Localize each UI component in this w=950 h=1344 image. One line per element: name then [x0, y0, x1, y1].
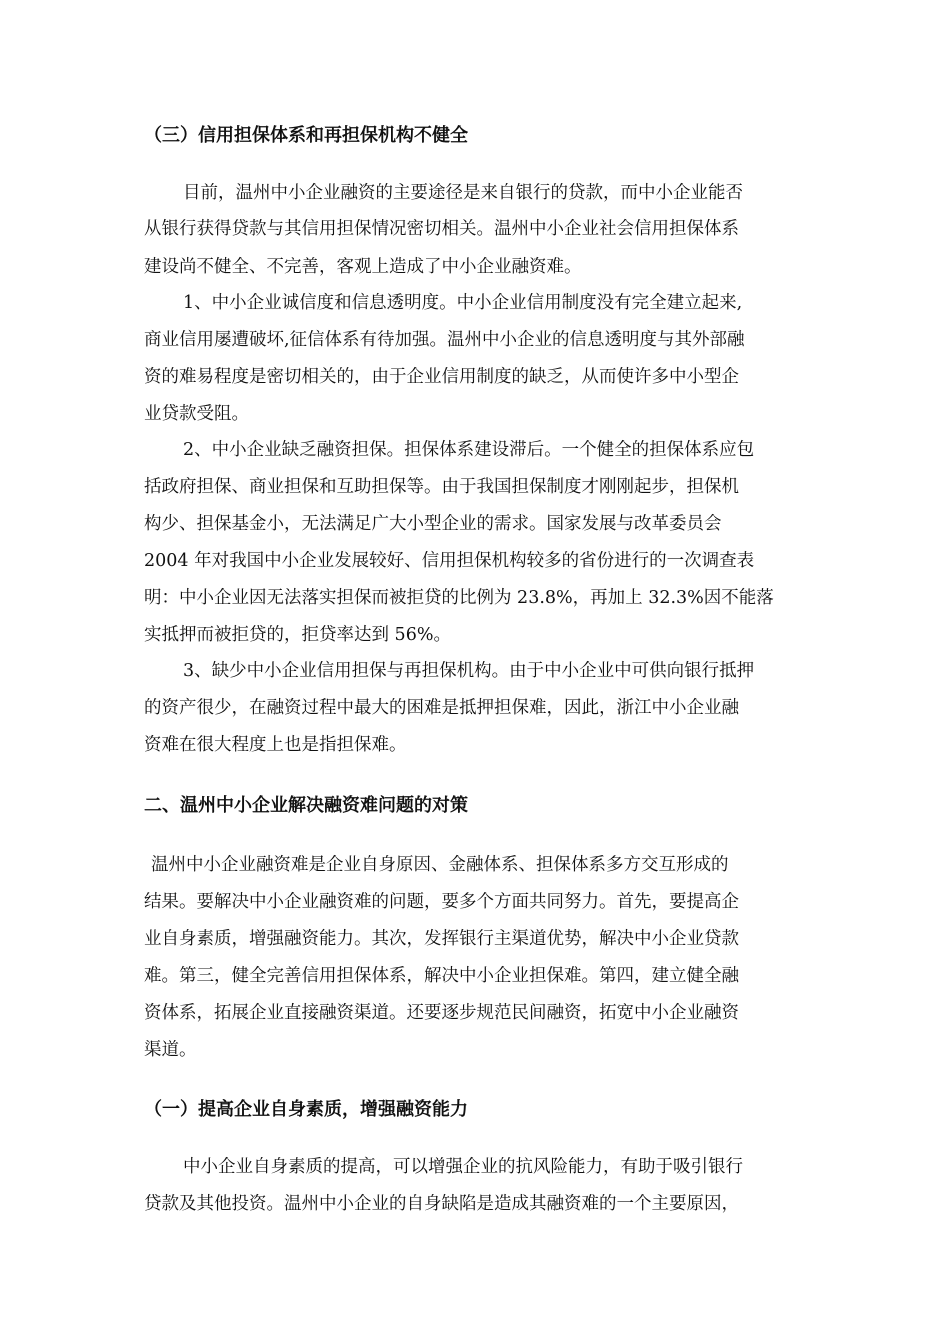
paragraph-line: 构少、担保基金小，无法满足广大小型企业的需求。国家发展与改革委员会 — [144, 514, 722, 534]
paragraph-line: 资难在很大程度上也是指担保难。 — [144, 735, 407, 755]
paragraph-line: 括政府担保、商业担保和互助担保等。由于我国担保制度才刚刚起步，担保机 — [144, 477, 739, 497]
paragraph-line: 温州中小企业融资难是企业自身原因、金融体系、担保体系多方交互形成的 — [151, 855, 729, 875]
paragraph-line: 结果。要解决中小企业融资难的问题，要多个方面共同努力。首先，要提高企 — [144, 892, 739, 912]
paragraph-line: 2、中小企业缺乏融资担保。担保体系建设滞后。一个健全的担保体系应包 — [183, 440, 755, 460]
paragraph-line: 从银行获得贷款与其信用担保情况密切相关。温州中小企业社会信用担保体系 — [144, 219, 739, 239]
paragraph-line: 目前，温州中小企业融资的主要途径是来自银行的贷款，而中小企业能否 — [183, 183, 743, 203]
paragraph-line: 商业信用屡遭破坏,征信体系有待加强。温州中小企业的信息透明度与其外部融 — [144, 330, 745, 350]
paragraph-line: 难。第三，健全完善信用担保体系，解决中小企业担保难。第四，建立健全融 — [144, 966, 739, 986]
paragraph-line: 中小企业自身素质的提高，可以增强企业的抗风险能力，有助于吸引银行 — [183, 1157, 743, 1177]
paragraph-line: 实抵押而被拒贷的，拒贷率达到 56%。 — [144, 625, 451, 645]
section-heading-credit-guarantee: （三）信用担保体系和再担保机构不健全 — [144, 125, 468, 146]
paragraph-line: 建设尚不健全、不完善，客观上造成了中小企业融资难。 — [144, 257, 582, 277]
section-heading-countermeasures: 二、温州中小企业解决融资难问题的对策 — [144, 795, 468, 816]
paragraph-line: 业贷款受阻。 — [144, 404, 249, 424]
paragraph-line: 业自身素质，增强融资能力。其次，发挥银行主渠道优势，解决中小企业贷款 — [144, 929, 739, 949]
paragraph-line: 资体系，拓展企业直接融资渠道。还要逐步规范民间融资，拓宽中小企业融资 — [144, 1003, 739, 1023]
paragraph-line: 渠道。 — [144, 1040, 197, 1060]
section-heading-improve-quality: （一）提高企业自身素质，增强融资能力 — [144, 1099, 468, 1120]
paragraph-line: 贷款及其他投资。温州中小企业的自身缺陷是造成其融资难的一个主要原因， — [144, 1194, 739, 1214]
paragraph-line: 资的难易程度是密切相关的，由于企业信用制度的缺乏，从而使许多中小型企 — [144, 367, 739, 387]
paragraph-line: 明：中小企业因无法落实担保而被拒贷的比例为 23.8%，再加上 32.3%因不能落 — [144, 588, 774, 608]
paragraph-line: 的资产很少，在融资过程中最大的困难是抵押担保难，因此，浙江中小企业融 — [144, 698, 739, 718]
paragraph-line: 3、缺少中小企业信用担保与再担保机构。由于中小企业中可供向银行抵押 — [183, 661, 755, 681]
paragraph-line: 1、中小企业诚信度和信息透明度。中小企业信用制度没有完全建立起来, — [183, 293, 743, 313]
paragraph-line: 2004 年对我国中小企业发展较好、信用担保机构较多的省份进行的一次调查表 — [144, 551, 755, 571]
